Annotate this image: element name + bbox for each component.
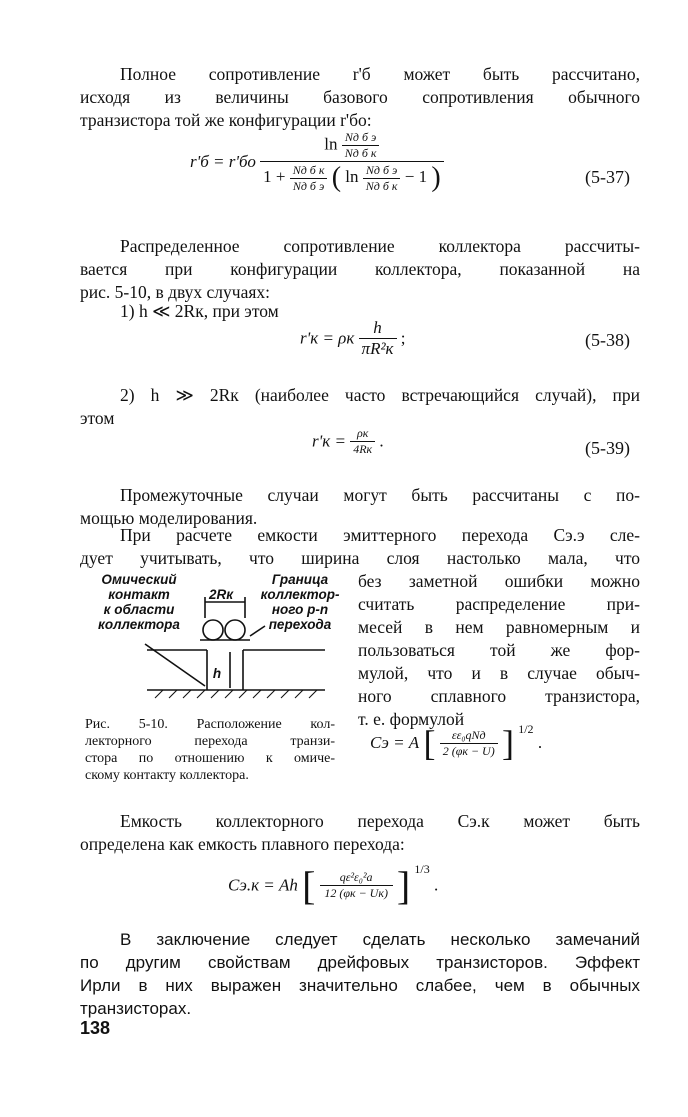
minus-one: − 1 [404, 166, 428, 186]
text-line: Рис. 5-10. Расположение кол- [85, 717, 335, 732]
fraction-denominator: 1 + $\frac{\text{Nд б к}}{\text{Nд б э}}$ ( ln $\frac{\text{Nд б э}}{\text{Nд б к}}$ − 1 ) [263, 162, 441, 193]
n-abk: Nд б к [365, 178, 398, 193]
text-line: транзистора той же конфигурации r'бо: [80, 110, 372, 130]
text-line: лекторного перехода транзи- [85, 734, 335, 749]
eq-lhs: r'б = r'бо [190, 152, 256, 171]
equation-ck: Cэ.к = Ah [ $\frac{\text{qε²ε₀²a}}{12 (\varphi к - Uк)}$ ] $^{1/3}$ . [228, 862, 439, 908]
fraction-denominator: πR²к [361, 339, 394, 358]
eq-fraction [359, 318, 397, 359]
figure-caption [85, 716, 335, 784]
equation-5-39 [312, 426, 384, 457]
main-fraction [260, 130, 444, 194]
ln-label: ln [345, 166, 359, 186]
page-number: 138 [80, 1018, 111, 1038]
eq-lhs: r'к = [312, 431, 346, 451]
text-line: Полное сопротивление r'б может быть рассчитано, [120, 64, 640, 84]
fraction-denominator: 4Rк [353, 442, 373, 456]
eq-tail: . [379, 431, 384, 451]
eq-exponent: 1/2 [518, 722, 534, 736]
fraction-numerator: h [359, 318, 397, 339]
equation-number-5-39: (5-39) [585, 438, 630, 458]
text-line: считать распределение при- [358, 594, 640, 614]
paragraph-4 [80, 524, 640, 570]
n-abe: Nд б э [342, 130, 380, 146]
text-line: скому контакту коллектора. [85, 768, 249, 783]
fraction-numerator: qε²ε₀²a [320, 870, 393, 886]
equation-number-5-37: (5-37) [585, 167, 630, 187]
text-line: ного сплавного транзистора, [358, 686, 640, 706]
eq-tail: . [433, 875, 439, 895]
eq-tail: . [537, 733, 543, 752]
one-plus: 1 + [263, 166, 286, 186]
text-line: стора по отношению к омиче- [85, 751, 335, 766]
text-line: месей в нем равномерным и [358, 617, 640, 637]
text-line: этом [80, 408, 115, 428]
fraction-numerator: εε₀qNд [440, 728, 498, 744]
text-line: Промежуточные случаи могут быть рассчитаны с по- [120, 485, 640, 505]
text-line: без заметной ошибки можно [358, 571, 640, 591]
eq-exponent: 1/3 [414, 862, 430, 876]
text-line: Ирли в них выражен значительно слабее, чем в обычных [80, 976, 640, 995]
equation-5-37 [190, 130, 444, 194]
eq-lhs: r'к = ρк [300, 328, 355, 348]
contact-circle [225, 620, 245, 640]
eq-tail: ; [400, 328, 406, 348]
text-line: транзисторах. [80, 999, 192, 1018]
text-line: Емкость коллекторного перехода Cэ.к может быть [120, 811, 640, 831]
fraction-denominator: 12 (φк − Uк) [324, 886, 388, 900]
figure-label-boundary: Граница коллектор- ного p-n перехода [260, 572, 340, 632]
eq-fraction [320, 870, 393, 901]
text-line: рис. 5-10, в двух случаях: [80, 282, 271, 302]
n-abe: Nд б э [292, 178, 325, 193]
case-1: 1) h ≪ 2Rк, при этом [120, 301, 279, 321]
case-2 [80, 384, 640, 430]
eq-lhs: Cэ.к = Ah [228, 875, 298, 895]
text-line: по другим свойствам дрейфовых транзисторов. Эффект [80, 953, 640, 972]
equation-number-5-38: (5-38) [585, 330, 630, 350]
fraction-denominator: 2 (φк − U) [442, 743, 495, 758]
equation-5-38 [300, 318, 405, 359]
eq-fraction [440, 728, 498, 759]
figure-label-2rk: 2Rк [208, 587, 234, 602]
paragraph-2 [80, 235, 640, 304]
paren-fraction [363, 163, 401, 194]
text-line: мулой, что и в случае обыч- [358, 663, 640, 683]
fraction-numerator: ρк [350, 426, 375, 442]
fraction-numerator [260, 130, 444, 162]
text-line: В заключение следует сделать несколько замечаний [120, 930, 640, 949]
text-line: пользоваться той же фор- [358, 640, 640, 660]
figure-label-ohmic: Омический контакт к области коллектора [98, 572, 180, 632]
text-line: При расчете емкости эмиттерного перехода Cэ.э сле- [120, 525, 640, 545]
eq-lhs: Cэ = A [370, 733, 420, 752]
n-abk: Nд б к [344, 146, 377, 160]
eq-fraction [350, 426, 375, 457]
text-line: дует учитывать, что ширина слоя настолько мала, что [80, 548, 640, 568]
text-line: исходя из величины базового сопротивления обычного [80, 87, 640, 107]
figure-label-h: h [212, 666, 222, 681]
paragraph-6 [80, 928, 640, 1020]
paragraph-1 [80, 63, 640, 132]
ln-label: ln [324, 134, 338, 154]
text-line: Распределенное сопротивление коллектора рассчиты- [120, 236, 640, 256]
contact-circle [203, 620, 223, 640]
text-line: вается при конфигурации коллектора, показанной на [80, 259, 640, 279]
paragraph-4-wrap [358, 570, 640, 731]
figure-5-10-diagram [85, 590, 345, 700]
equation-ce: Cэ = A [ $\frac{\text{εε₀qNд}}{2 (\varphi к - U)}$ ] $^{1/2}$ . [370, 722, 543, 763]
text-line: т. е. формулой [358, 709, 465, 729]
n-abk: Nд б к [290, 163, 328, 179]
inner-fraction [342, 130, 380, 161]
paragraph-5 [80, 810, 640, 856]
text-line: 2) h ≫ 2Rк (наиболее часто встречающийся случай), при [120, 385, 640, 405]
text-line: мощью моделирования. [80, 508, 258, 528]
denom-fraction [290, 163, 328, 194]
text-line: определена как емкость плавного перехода: [80, 834, 405, 854]
n-abe: Nд б э [363, 163, 401, 179]
